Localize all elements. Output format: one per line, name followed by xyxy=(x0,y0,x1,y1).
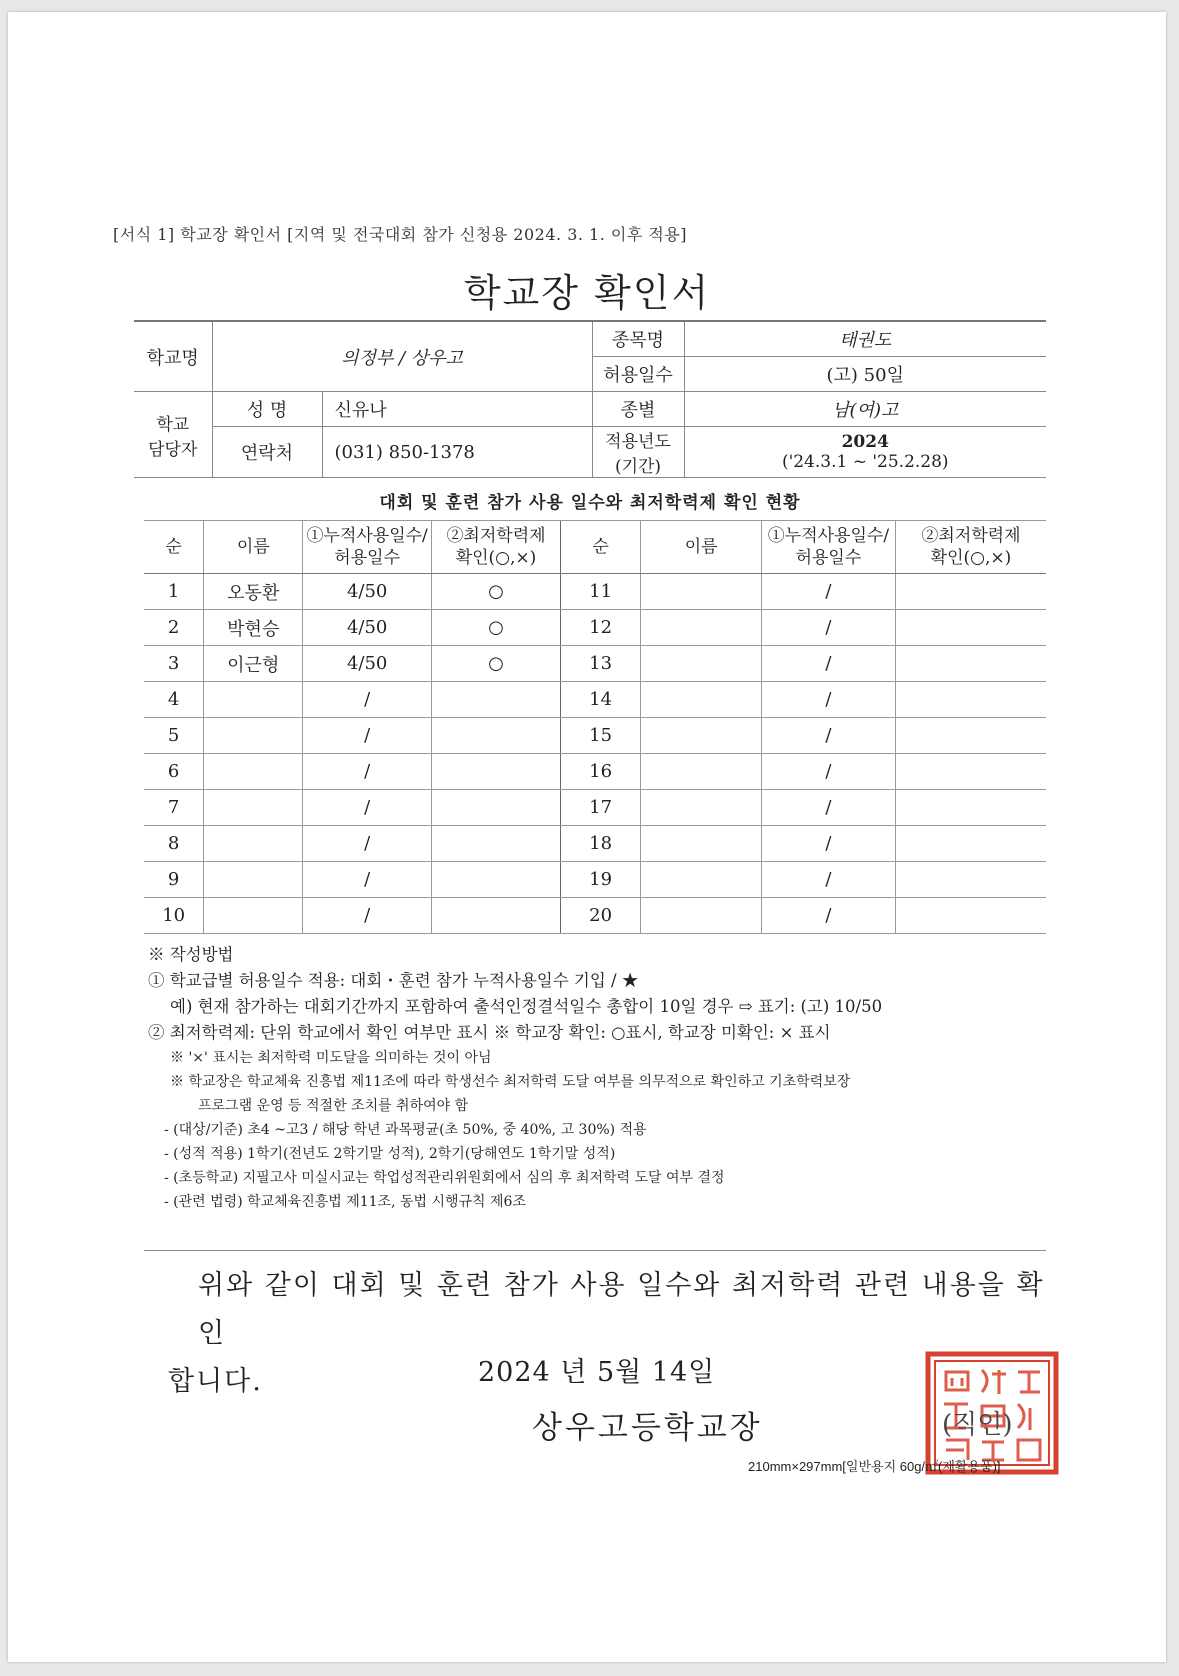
student-name xyxy=(204,754,303,790)
note-1-example: 예) 현재 참가하는 대회기간까지 포함하여 출석인정결석일수 총합이 10일 경우 ⇨ 표기: (고) 10/50 xyxy=(170,997,883,1016)
header-used-right xyxy=(761,521,895,574)
used-days: / xyxy=(761,610,895,646)
table-row xyxy=(134,427,1046,478)
used-days: / xyxy=(303,898,432,934)
used-days: / xyxy=(303,790,432,826)
document-page xyxy=(8,12,1166,1662)
note-2: ② 최저학력제: 단위 학교에서 확인 여부만 표시 ※ 학교장 확인: ○표시, 학교장 미확인: × 표시 xyxy=(148,1023,831,1042)
student-name xyxy=(641,610,762,646)
confirmation-line-2: 합니다. xyxy=(168,1366,263,1397)
used-days: / xyxy=(761,682,895,718)
days-value: (고) 50일 xyxy=(684,357,1046,392)
min-academic-mark xyxy=(895,790,1046,826)
year-value: 2024 xyxy=(841,432,889,452)
name-label: 성 명 xyxy=(212,392,322,427)
seal-label: (직인) xyxy=(942,1410,1013,1440)
header-min xyxy=(432,521,561,574)
min-academic-mark xyxy=(895,754,1046,790)
note-2-sub-2a: ※ 학교장은 학교체육 진흥법 제11조에 따라 학생선수 최저학력 도달 여부를 의무적으로 확인하고 기초학력보장 xyxy=(170,1074,851,1090)
year-label-b: (기간) xyxy=(614,457,662,477)
student-name xyxy=(641,682,762,718)
student-name xyxy=(641,898,762,934)
used-days: / xyxy=(761,826,895,862)
student-name xyxy=(641,574,762,610)
roster-table xyxy=(144,520,1046,934)
student-name xyxy=(204,862,303,898)
row-number: 3 xyxy=(144,646,204,682)
header-used-b: 허용일수 xyxy=(795,548,862,568)
used-days: / xyxy=(303,754,432,790)
header-used-a: ①누적사용일수/ xyxy=(767,525,890,546)
paper-spec: 210mm×297mm[일반용지 60g/㎡(재활용품)] xyxy=(748,1459,1001,1474)
table-row xyxy=(144,574,1046,610)
table-row xyxy=(144,718,1046,754)
header-min-a: ②최저학력제 xyxy=(921,525,1021,546)
used-days: / xyxy=(761,718,895,754)
table-row xyxy=(134,392,1046,427)
row-number: 6 xyxy=(144,754,204,790)
student-name: 박현승 xyxy=(204,610,303,646)
manager-label-a: 학교 xyxy=(156,414,190,435)
note-detail-1: - (대상/기준) 초4 ~고3 / 해당 학년 과목평균(초 50%, 중 40%, 고 30%) 적용 xyxy=(164,1122,647,1138)
min-academic-mark xyxy=(432,682,561,718)
table-row xyxy=(144,754,1046,790)
note-detail-2: - (성적 적용) 1학기(전년도 2학기말 성적), 2학기(당해연도 1학기말 성적) xyxy=(164,1146,616,1162)
min-academic-mark xyxy=(432,826,561,862)
school-value: 의정부 / 상우고 xyxy=(212,321,592,392)
table-row xyxy=(144,898,1046,934)
min-academic-mark xyxy=(895,610,1046,646)
student-name xyxy=(641,718,762,754)
row-number: 10 xyxy=(144,898,204,934)
event-value: 태권도 xyxy=(684,321,1046,357)
row-number: 16 xyxy=(560,754,640,790)
header-used xyxy=(303,521,432,574)
min-academic-mark xyxy=(432,862,561,898)
header-used-b: 허용일수 xyxy=(334,548,400,568)
row-number: 9 xyxy=(144,862,204,898)
row-number: 13 xyxy=(560,646,640,682)
row-number: 17 xyxy=(560,790,640,826)
header-name: 이름 xyxy=(204,521,303,574)
student-name xyxy=(204,718,303,754)
student-name xyxy=(641,862,762,898)
used-days: 4/50 xyxy=(303,646,432,682)
table-row xyxy=(144,610,1046,646)
manager-label xyxy=(134,392,212,478)
header-name-right: 이름 xyxy=(641,521,762,574)
divider xyxy=(144,1250,1046,1251)
row-number: 5 xyxy=(144,718,204,754)
min-academic-mark xyxy=(895,862,1046,898)
header-no-right: 순 xyxy=(560,521,640,574)
school-label: 학교명 xyxy=(134,321,212,392)
row-number: 12 xyxy=(560,610,640,646)
year-value-cell xyxy=(684,427,1046,478)
used-days: / xyxy=(303,862,432,898)
used-days: 4/50 xyxy=(303,610,432,646)
min-academic-mark xyxy=(432,898,561,934)
used-days: 4/50 xyxy=(303,574,432,610)
student-name: 이근형 xyxy=(204,646,303,682)
roster-header-row xyxy=(144,521,1046,574)
table-row xyxy=(144,862,1046,898)
year-label xyxy=(592,427,684,478)
header-min-b: 확인(○,×) xyxy=(455,548,537,568)
min-academic-mark: ○ xyxy=(432,646,561,682)
student-name xyxy=(641,754,762,790)
table-row xyxy=(134,321,1046,357)
used-days: / xyxy=(761,646,895,682)
contact-value: (031) 850-1378 xyxy=(322,427,592,478)
row-number: 7 xyxy=(144,790,204,826)
note-2-sub-1: ※ '×' 표시는 최저학력 미도달을 의미하는 것이 아님 xyxy=(170,1050,492,1066)
note-2-sub-2b: 프로그램 운영 등 적절한 조치를 취하여야 함 xyxy=(198,1098,469,1114)
name-value: 신유나 xyxy=(322,392,592,427)
header-min-b: 확인(○,×) xyxy=(930,548,1012,568)
student-name xyxy=(641,790,762,826)
used-days: / xyxy=(303,826,432,862)
gender-value: 남(여)고 xyxy=(684,392,1046,427)
min-academic-mark xyxy=(895,718,1046,754)
table-row xyxy=(144,646,1046,682)
row-number: 1 xyxy=(144,574,204,610)
student-name xyxy=(204,826,303,862)
min-academic-mark xyxy=(432,754,561,790)
gender-label: 종별 xyxy=(592,392,684,427)
document-title: 학교장 확인서 xyxy=(463,271,711,315)
confirmation-line-1: 위와 같이 대회 및 훈련 참가 사용 일수와 최저학력 관련 내용을 확인 xyxy=(198,1270,1045,1349)
student-name xyxy=(641,646,762,682)
header-min-a: ②최저학력제 xyxy=(446,525,546,546)
writing-instructions xyxy=(148,942,1048,1214)
used-days: / xyxy=(761,754,895,790)
days-label: 허용일수 xyxy=(592,357,684,392)
note-1: ① 학교급별 허용일수 적용: 대회・훈련 참가 누적사용일수 기입 / ★ xyxy=(148,971,639,990)
used-days: / xyxy=(761,862,895,898)
min-academic-mark xyxy=(895,826,1046,862)
min-academic-mark: ○ xyxy=(432,610,561,646)
used-days: / xyxy=(761,574,895,610)
used-days: / xyxy=(761,790,895,826)
contact-label: 연락처 xyxy=(212,427,322,478)
min-academic-mark xyxy=(432,718,561,754)
min-academic-mark xyxy=(895,682,1046,718)
form-label: [서식 1] 학교장 확인서 [지역 및 전국대회 참가 신청용 2024. 3. 1. 이후 적용] xyxy=(113,225,688,244)
manager-label-b: 담당자 xyxy=(148,439,198,460)
school-info-table xyxy=(134,320,1046,478)
row-number: 14 xyxy=(560,682,640,718)
student-name xyxy=(204,682,303,718)
used-days: / xyxy=(761,898,895,934)
min-academic-mark: ○ xyxy=(432,574,561,610)
event-label: 종목명 xyxy=(592,321,684,357)
period-value: ('24.3.1 ~ '25.2.28) xyxy=(781,452,949,472)
min-academic-mark xyxy=(895,898,1046,934)
table-row xyxy=(144,790,1046,826)
student-name xyxy=(204,790,303,826)
table-row xyxy=(144,682,1046,718)
student-name xyxy=(641,826,762,862)
section-title: 대회 및 훈련 참가 사용 일수와 최저학력제 확인 현황 xyxy=(379,493,801,513)
header-used-a: ①누적사용일수/ xyxy=(306,525,428,546)
row-number: 8 xyxy=(144,826,204,862)
header-min-right xyxy=(895,521,1046,574)
row-number: 19 xyxy=(560,862,640,898)
used-days: / xyxy=(303,718,432,754)
used-days: / xyxy=(303,682,432,718)
roster-body xyxy=(144,574,1046,934)
year-label-a: 적용년도 xyxy=(605,432,671,452)
table-row xyxy=(144,826,1046,862)
issue-date: 2024 년 5월 14일 xyxy=(478,1357,716,1388)
note-detail-3: - (초등학교) 지필고사 미실시교는 학업성적관리위원회에서 심의 후 최저학력 도달 여부 결정 xyxy=(164,1170,725,1186)
notes-heading: ※ 작성방법 xyxy=(148,945,234,964)
row-number: 4 xyxy=(144,682,204,718)
row-number: 2 xyxy=(144,610,204,646)
row-number: 18 xyxy=(560,826,640,862)
note-detail-4: - (관련 법령) 학교체육진흥법 제11조, 동법 시행규칙 제6조 xyxy=(164,1194,526,1210)
student-name: 오동환 xyxy=(204,574,303,610)
min-academic-mark xyxy=(895,574,1046,610)
header-no: 순 xyxy=(144,521,204,574)
min-academic-mark xyxy=(895,646,1046,682)
student-name xyxy=(204,898,303,934)
min-academic-mark xyxy=(432,790,561,826)
row-number: 11 xyxy=(560,574,640,610)
row-number: 20 xyxy=(560,898,640,934)
principal-signature: 상우고등학교장 xyxy=(532,1410,763,1446)
row-number: 15 xyxy=(560,718,640,754)
